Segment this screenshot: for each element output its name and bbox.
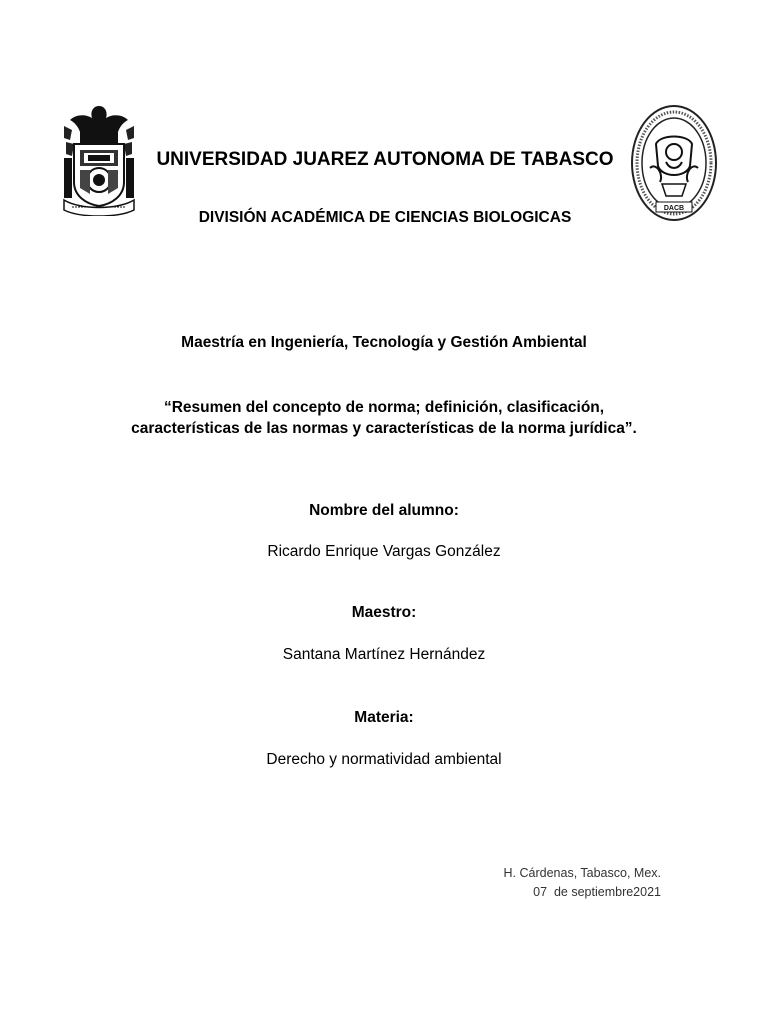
topic-title: “Resumen del concepto de norma; definición, clasificación, características de las normas y características de la norma jurídica”. (131, 399, 637, 437)
seal-bottom-label: DACB (663, 205, 685, 212)
subject-label: Materia: (354, 709, 414, 726)
student-label: Nombre del alumno: (309, 502, 459, 519)
division-seal-icon (630, 104, 718, 222)
teacher-name: Santana Martínez Hernández (282, 646, 486, 663)
teacher-label: Maestro: (351, 604, 417, 621)
program-title: Maestría en Ingeniería, Tecnología y Gestión Ambiental (181, 334, 587, 351)
university-seal-icon (60, 100, 138, 216)
subject-name: Derecho y normatividad ambiental (266, 751, 502, 768)
place-date-block (504, 864, 661, 902)
division-title: DIVISIÓN ACADÉMICA DE CIENCIAS BIOLOGICAS (198, 209, 572, 226)
place-text: H. Cárdenas, Tabasco, Mex. (503, 866, 661, 880)
student-name: Ricardo Enrique Vargas González (267, 543, 501, 560)
university-title: UNIVERSIDAD JUAREZ AUTONOMA DE TABASCO (156, 149, 614, 170)
date-text: 07 de septiembre2021 (533, 885, 661, 899)
